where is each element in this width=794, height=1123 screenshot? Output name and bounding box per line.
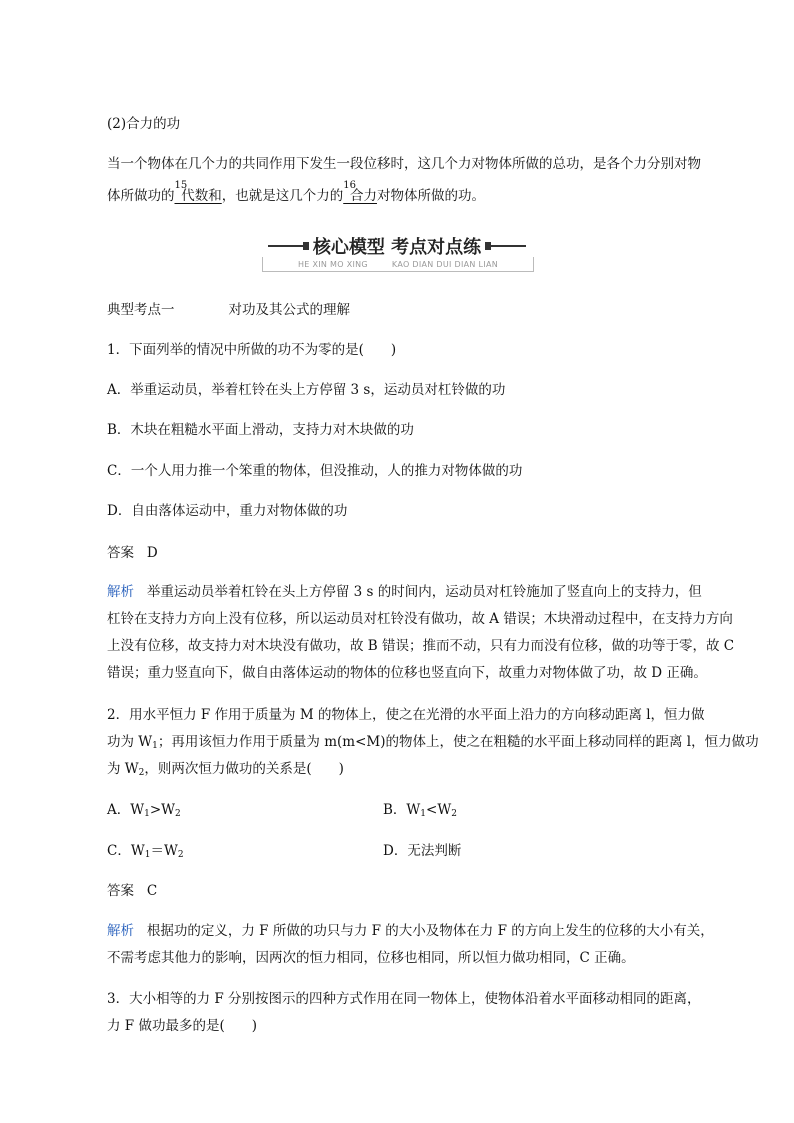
q2-analysis-line1 xyxy=(107,921,714,941)
q2-option-c xyxy=(107,841,184,865)
q1-option-c: C．一个人用力推一个笨重的物体，但没推动，人的推力对物体做的功 xyxy=(107,463,523,479)
q2-a-prefix: A．W xyxy=(107,802,145,818)
q1-answer-value: D xyxy=(146,545,158,561)
section-heading: (2)合力的功 xyxy=(107,116,181,132)
topic-heading xyxy=(107,300,350,320)
subscript: 2 xyxy=(451,809,457,819)
q2-answer xyxy=(107,881,157,901)
q2-analysis-line2: 不需考虑其他力的影响，因两次的恒力相同，位移也相同，所以恒力做功相同，C 正确。 xyxy=(107,950,635,966)
q1-analysis-line4: 错误；重力竖直向下，做自由落体运动的物体的位移也竖直向下，故重力对物体做了功，故 D 正确。 xyxy=(107,665,707,681)
q2-stem-line1: 2．用水平恒力 F 作用于质量为 M 的物体上，使之在光滑的水平面上沿力的方向移动距离 l，恒力做 xyxy=(107,707,705,723)
subscript: 2 xyxy=(177,850,184,860)
banner-left-rule xyxy=(268,245,307,247)
q2-option-a xyxy=(107,800,181,824)
q2-c-mid: ＝W xyxy=(150,843,178,859)
banner-title: 核心模型 考点对点练 xyxy=(312,237,482,258)
q2-option-d: D．无法判断 xyxy=(383,843,462,859)
q2-stem3-b: ，则两次恒力做功的关系是( ) xyxy=(144,761,344,777)
q1-analysis-line3: 上没有位移，故支持力对木块没有做功，故 B 错误；推而不动，只有力而没有位移，做的功等于零，故 C xyxy=(107,638,735,654)
q1-answer xyxy=(107,543,158,563)
q3-stem-line1: 3．大小相等的力 F 分别按图示的四种方式作用在同一物体上，使物体沿着水平面移动相同的距离， xyxy=(107,991,701,1007)
q2-analysis-label: 解析 xyxy=(107,923,134,939)
topic-label: 典型考点一 xyxy=(107,302,175,318)
q1-analysis-line1 xyxy=(107,582,702,602)
q3-stem-line2: 力 F 做功最多的是( ) xyxy=(107,1018,257,1034)
q1-analysis-line2: 杠铃在支持力方向上没有位移，所以运动员对杠铃没有做功，故 A 错误；木块滑动过程中，在支持力方向 xyxy=(107,611,733,627)
blank-number-15: 15 xyxy=(174,180,188,191)
para1-text-b: ，也就是这几个力的 xyxy=(221,188,344,204)
blank-16 xyxy=(343,180,377,204)
q2-a-mid: >W xyxy=(149,802,176,818)
subscript: 1 xyxy=(144,850,151,860)
para1-text-a: 体所做功的 xyxy=(107,188,175,204)
q2-answer-label: 答案 xyxy=(107,883,134,899)
subscript: 2 xyxy=(175,809,181,819)
para1-text-c: 对物体所做的功。 xyxy=(376,188,485,204)
q1-option-a: A．举重运动员，举着杠铃在头上方停留 3 s，运动员对杠铃做的功 xyxy=(107,382,506,398)
q1-answer-label: 答案 xyxy=(107,545,134,561)
topic-title: 对功及其公式的理解 xyxy=(228,302,350,318)
q1-option-b: B．木块在粗糙水平面上滑动，支持力对木块做的功 xyxy=(107,422,414,438)
q2-b-prefix: B．W xyxy=(383,802,421,818)
banner-pinyin-left: HE XIN MO XING xyxy=(297,259,368,269)
q2-option-b xyxy=(383,800,457,824)
q2-analysis-text1: 根据功的定义，力 F 所做的功只与力 F 的大小及物体在力 F 的方向上发生的位移的大小有关， xyxy=(146,923,714,939)
q1-analysis-text1: 举重运动员举着杠铃在头上方停留 3 s 的时间内，运动员对杠铃施加了竖直向上的支持力，但 xyxy=(146,584,702,600)
subscript: 2 xyxy=(138,768,145,778)
q2-stem2-b: ；再用该恒力作用于质量为 m(m<M)的物体上，使之在粗糙的水平面上移动同样的距离 l，恒力做功 xyxy=(157,734,759,750)
para1-line1: 当一个物体在几个力的共同作用下发生一段位移时，这几个力对物体所做的总功，是各个力分别对物 xyxy=(107,156,701,172)
q2-stem-line3 xyxy=(107,759,344,783)
blank-answer-15: 代数和 xyxy=(181,188,222,204)
q1-analysis-label: 解析 xyxy=(107,584,134,600)
section-banner xyxy=(262,233,532,273)
q2-stem3-a: 为 W xyxy=(107,761,139,777)
q2-answer-value: C xyxy=(146,883,158,899)
banner-right-rule xyxy=(487,245,526,247)
q2-stem-line2 xyxy=(107,732,759,756)
q2-c-prefix: C．W xyxy=(107,843,145,859)
q2-b-mid: <W xyxy=(426,802,452,818)
subscript: 1 xyxy=(152,741,158,751)
q1-option-d: D．自由落体运动中，重力对物体做的功 xyxy=(107,503,348,519)
blank-15 xyxy=(174,180,222,204)
blank-number-16: 16 xyxy=(343,180,356,191)
blank-answer-16: 合力 xyxy=(349,188,377,204)
banner-pinyin-right: KAO DIAN DUI DIAN LIAN xyxy=(391,259,499,269)
para1-line2 xyxy=(107,180,485,208)
q1-stem: 1．下面列举的情况中所做的功不为零的是( ) xyxy=(107,342,397,358)
subscript: 1 xyxy=(144,809,150,819)
q2-stem2-a: 功为 W xyxy=(107,734,153,750)
subscript: 1 xyxy=(420,809,427,819)
